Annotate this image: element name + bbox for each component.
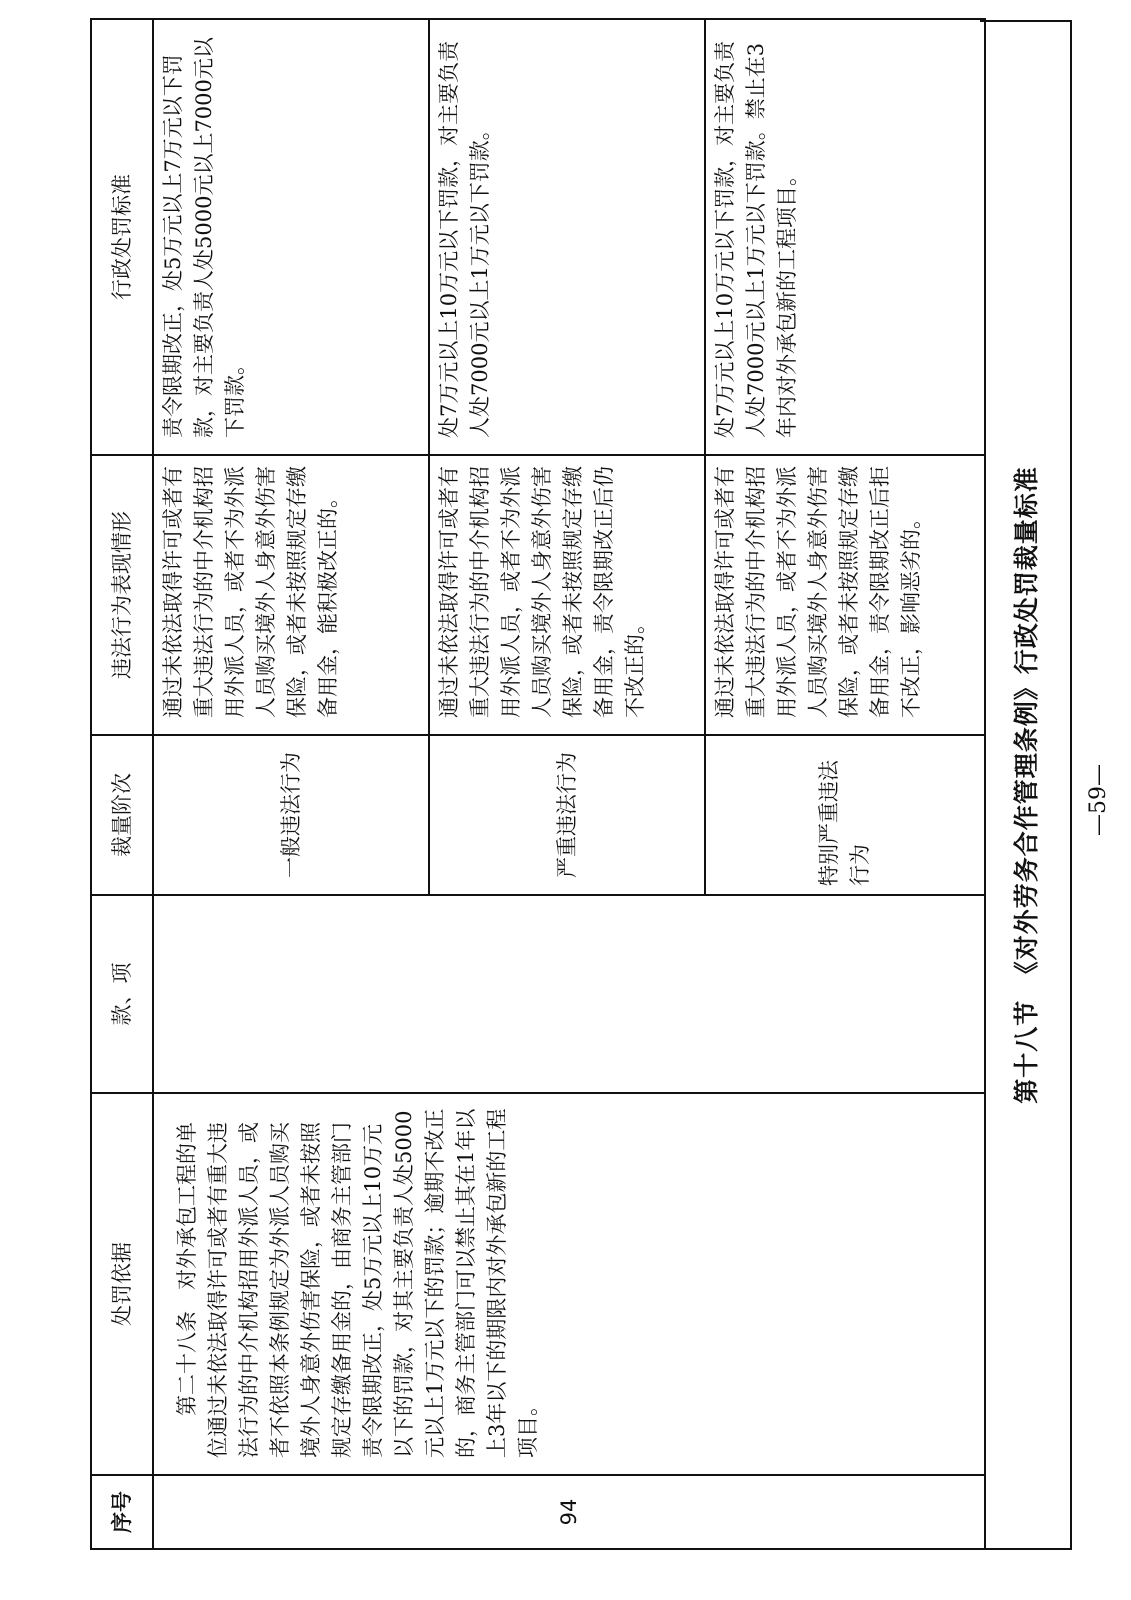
header-standard: 行政处罚标准: [91, 19, 153, 455]
level-especially-serious: 特别严重违法行为: [705, 735, 985, 895]
standard-especially-serious: 处7万元以上10万元以下罚款，对主要负责人处7000元以上1万元以下罚款。禁止在3年内对外承包新的工程项目。: [705, 19, 985, 455]
standard-serious: 处7万元以上10万元以下罚款，对主要负责人处7000元以上1万元以下罚款。: [429, 19, 705, 455]
condition-general: 通过未依法取得许可或者有重大违法行为的中介机构招用外派人员，或者不为外派人员购买境外人身意外伤害保险，或者未按照规定存缴备用金，能积极改正的。: [153, 455, 429, 735]
level-serious: 严重违法行为: [429, 735, 705, 895]
row-seq: 94: [153, 1475, 985, 1549]
table-row: [153, 19, 429, 1549]
header-row: [91, 19, 153, 1549]
level-general: 一般违法行为: [153, 735, 429, 895]
condition-serious: 通过未依法取得许可或者有重大违法行为的中介机构招用外派人员，或者不为外派人员购买境外人身意外伤害保险，或者未按照规定存缴备用金，责令限期改正后仍不改正的。: [429, 455, 705, 735]
row-basis: 第二十八条 对外承包工程的单位通过未依法取得许可或者有重大违法行为的中介机构招用外派人员，或者不依照本条例规定为外派人员购买境外人身意外伤害保险，或者未按照规定存缴备用金的，由商务主管部门责令限期改正，处5万元以上10万元以下的罚款，对其主要负责人处5000元以上1万元以下的罚款；逾期不改正的，商务主管部门可以禁止其在1年以上3年以下的期限内对外承包新的工程项目。: [153, 1093, 985, 1475]
header-clause: 款、项: [91, 895, 153, 1093]
penalty-table: [90, 18, 986, 1550]
section-title: 第十八节 《对外劳务合作管理条例》行政处罚裁量标准: [980, 20, 1072, 1550]
header-condition: 违法行为表现情形: [91, 455, 153, 735]
page-number: —59—: [1086, 764, 1111, 836]
header-basis: 处罚依据: [91, 1093, 153, 1475]
header-seq: 序号: [91, 1475, 153, 1549]
header-level: 裁量阶次: [91, 735, 153, 895]
standard-general: 责令限期改正，处5万元以上7万元以下罚款，对主要负责人处5000元以上7000元以下罚款。: [153, 19, 429, 455]
condition-especially-serious: 通过未依法取得许可或者有重大违法行为的中介机构招用外派人员，或者不为外派人员购买境外人身意外伤害保险，或者未按照规定存缴备用金，责令限期改正后拒不改正，影响恶劣的。: [705, 455, 985, 735]
row-clause: [153, 895, 985, 1093]
